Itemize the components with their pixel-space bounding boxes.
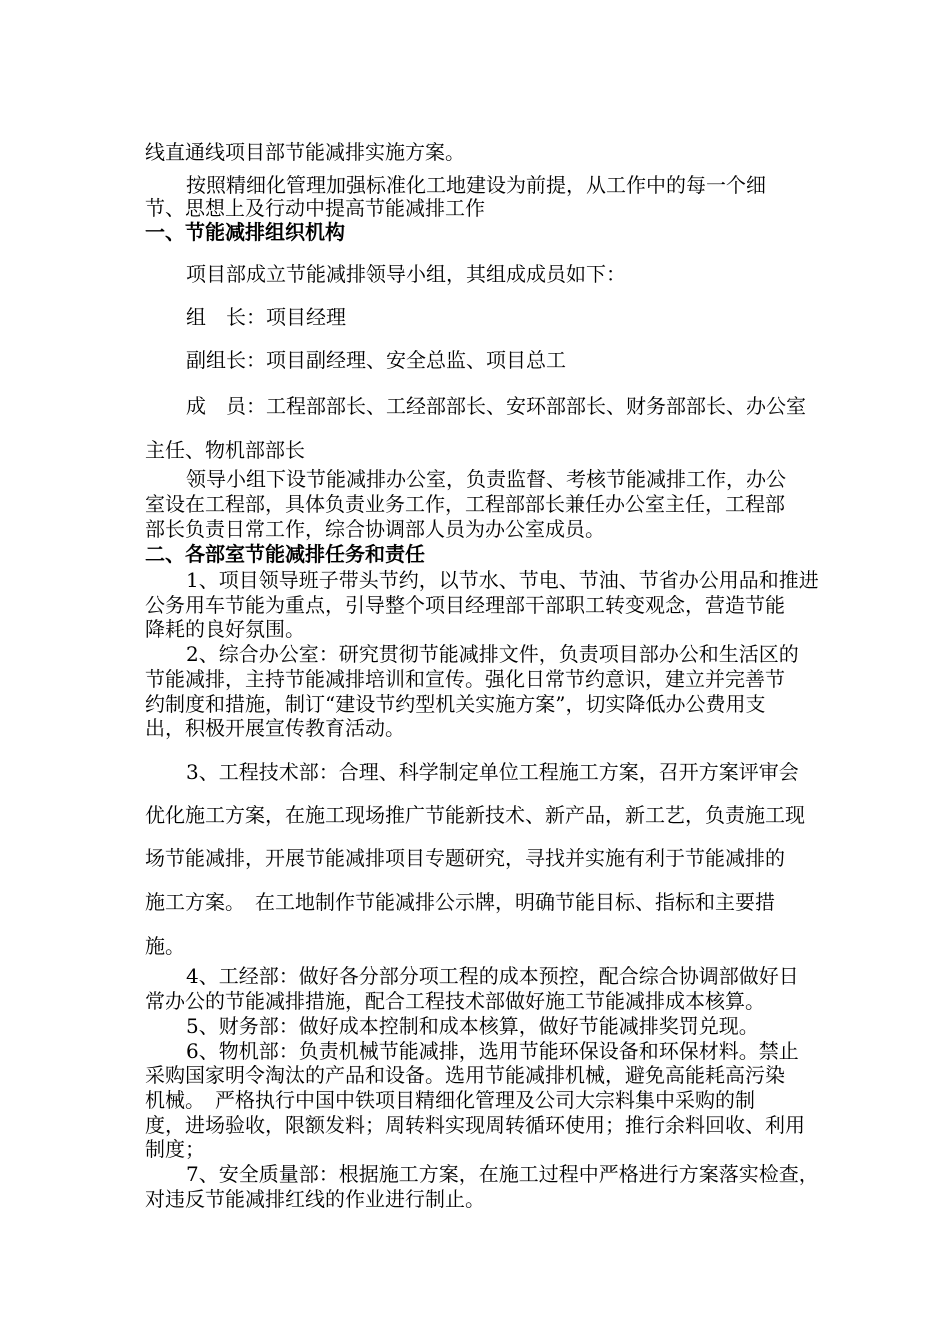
paragraph-line: 按照精细化管理加强标准化工地建设为前提，从工作中的每一个细	[186, 173, 766, 197]
paragraph-line: 6、物机部：负责机械节能减排，选用节能环保设备和环保材料。禁止	[186, 1039, 799, 1063]
paragraph-line: 常办公的节能减排措施，配合工程技术部做好施工节能减排成本核算。	[145, 989, 765, 1013]
paragraph-line: 度，进场验收，限额发料；周转料实现周转循环使用；推行余料回收、利用	[145, 1113, 805, 1137]
paragraph-line: 副组长：项目副经理、安全总监、项目总工	[186, 348, 566, 372]
paragraph-line: 制度；	[145, 1137, 205, 1161]
paragraph-line: 5、财务部：做好成本控制和成本核算，做好节能减排奖罚兑现。	[186, 1014, 759, 1038]
paragraph-line: 成 员：工程部部长、工经部部长、安环部部长、财务部部长、办公室	[186, 394, 806, 418]
paragraph-line: 出，积极开展宣传教育活动。	[145, 716, 405, 740]
paragraph-line: 场节能减排，开展节能减排项目专题研究，寻找并实施有利于节能减排的	[145, 846, 785, 870]
paragraph-line: 优化施工方案，在施工现场推广节能新技术、新产品，新工艺，负责施工现	[145, 803, 805, 827]
paragraph-line: 公务用车节能为重点，引导整个项目经理部干部职工转变观念，营造节能	[145, 593, 785, 617]
paragraph-line: 1、项目领导班子带头节约，以节水、节电、节油、节省办公用品和推进	[186, 568, 819, 592]
paragraph-line: 主任、物机部部长	[145, 438, 305, 462]
paragraph-line: 约制度和措施，制订“建设节约型机关实施方案”，切实降低办公费用支	[145, 692, 766, 716]
paragraph-line: 组 长：项目经理	[186, 305, 346, 329]
paragraph-line: 4、工经部：做好各分部分项工程的成本预控，配合综合协调部做好日	[186, 964, 799, 988]
paragraph-line: 线直通线项目部节能减排实施方案。	[145, 140, 465, 164]
section-heading-1: 一、节能减排组织机构	[145, 220, 345, 244]
paragraph-line: 部长负责日常工作，综合协调部人员为办公室成员。	[145, 517, 605, 541]
paragraph-line: 领导小组下设节能减排办公室，负责监督、考核节能减排工作，办公	[186, 467, 786, 491]
paragraph-line: 项目部成立节能减排领导小组，其组成成员如下：	[186, 262, 626, 286]
paragraph-line: 2、综合办公室：研究贯彻节能减排文件，负责项目部办公和生活区的	[186, 642, 799, 666]
paragraph-line: 3、工程技术部：合理、科学制定单位工程施工方案，召开方案评审会	[186, 760, 799, 784]
paragraph-line: 施工方案。 在工地制作节能减排公示牌，明确节能目标、指标和主要措	[145, 890, 775, 914]
paragraph-line: 采购国家明令淘汰的产品和设备。选用节能减排机械，避免高能耗高污染	[145, 1063, 785, 1087]
paragraph-line: 7、安全质量部：根据施工方案，在施工过程中严格进行方案落实检查，	[186, 1162, 819, 1186]
paragraph-line: 降耗的良好氛围。	[145, 617, 305, 641]
paragraph-line: 对违反节能减排红线的作业进行制止。	[145, 1187, 485, 1211]
paragraph-line: 施。	[145, 934, 185, 958]
paragraph-line: 节能减排，主持节能减排培训和宣传。强化日常节约意识，建立并完善节	[145, 667, 785, 691]
paragraph-line: 室设在工程部，具体负责业务工作，工程部部长兼任办公室主任，工程部	[145, 492, 785, 516]
paragraph-line: 机械。 严格执行中国中铁项目精细化管理及公司大宗料集中采购的制	[145, 1088, 755, 1112]
section-heading-2: 二、各部室节能减排任务和责任	[145, 542, 425, 566]
paragraph-line: 节、思想上及行动中提高节能减排工作	[145, 196, 485, 220]
